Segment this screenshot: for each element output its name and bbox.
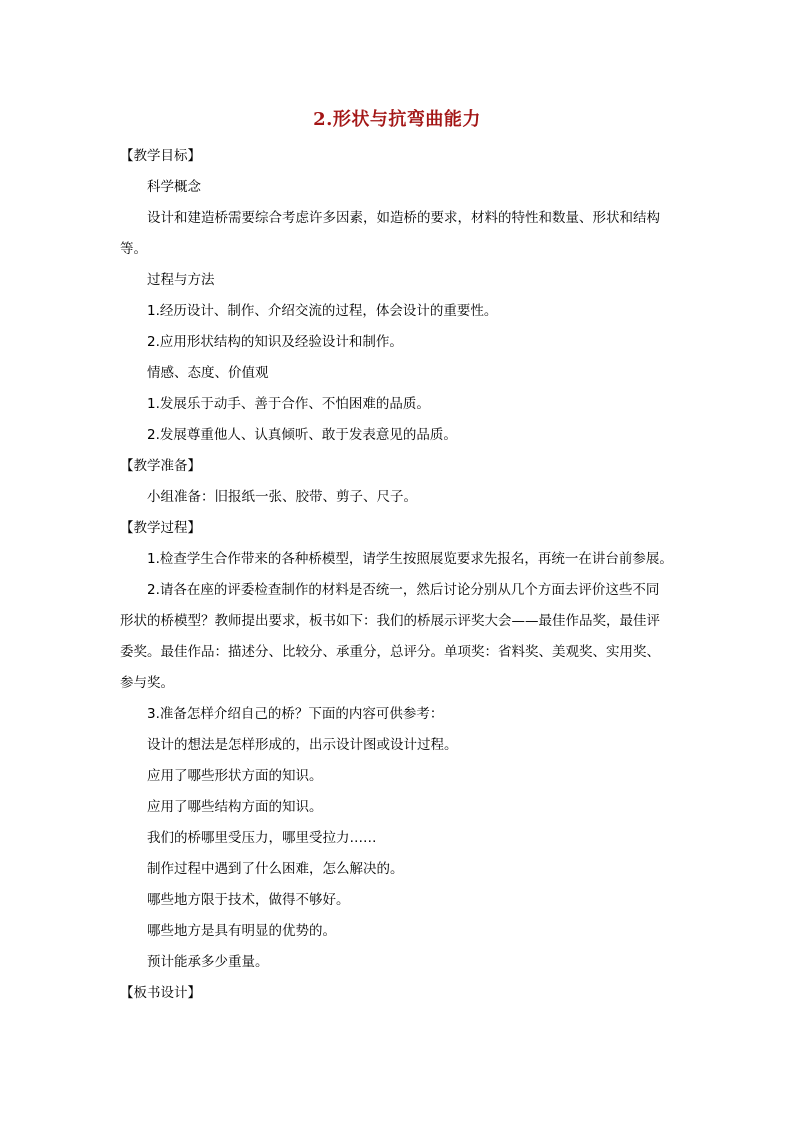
step-1: 1.检查学生合作带来的各种桥模型，请学生按照展览要求先报名，再统一在讲台前参展。 xyxy=(147,551,673,567)
step-2-line-1: 2.请各在座的评委检查制作的材料是否统一，然后讨论分别从几个方面去评价这些不同 xyxy=(147,582,660,598)
step-2-line-3: 委奖。最佳作品：描述分、比较分、承重分，总评分。单项奖：省料奖、美观奖、实用奖、 xyxy=(120,644,660,660)
reference-item-5: 制作过程中遇到了什么困难，怎么解决的。 xyxy=(147,861,404,877)
reference-item-8: 预计能承多少重量。 xyxy=(147,954,269,970)
reference-item-3: 应用了哪些结构方面的知识。 xyxy=(147,799,323,815)
process-item-1: 1.经历设计、制作、介绍交流的过程，体会设计的重要性。 xyxy=(147,303,498,319)
concept-line-1: 设计和建造桥需要综合考虑许多因素，如造桥的要求，材料的特性和数量、形状和结构 xyxy=(147,210,660,226)
step-2-line-2: 形状的桥模型？教师提出要求，板书如下：我们的桥展示评奖大会——最佳作品奖，最佳评 xyxy=(120,613,660,629)
prep-heading: 【教学准备】 xyxy=(120,458,201,474)
step-2-line-4: 参与奖。 xyxy=(120,675,174,691)
reference-item-1: 设计的想法是怎样形成的，出示设计图或设计过程。 xyxy=(147,737,458,753)
board-design-heading: 【板书设计】 xyxy=(120,985,201,1001)
attitude-item-2: 2.发展尊重他人、认真倾听、敢于发表意见的品质。 xyxy=(147,427,457,443)
process-item-2: 2.应用形状结构的知识及经验设计和制作。 xyxy=(147,334,403,350)
science-concept-heading: 科学概念 xyxy=(147,179,201,195)
teaching-process-heading: 【教学过程】 xyxy=(120,520,201,536)
concept-line-2: 等。 xyxy=(120,241,147,257)
reference-item-2: 应用了哪些形状方面的知识。 xyxy=(147,768,323,784)
reference-item-7: 哪些地方是具有明显的优势的。 xyxy=(147,923,336,939)
reference-item-4: 我们的桥哪里受压力，哪里受拉力…… xyxy=(147,830,377,846)
reference-item-6: 哪些地方限于技术，做得不够好。 xyxy=(147,892,350,908)
page-title: 2.形状与抗弯曲能力 xyxy=(313,109,481,130)
step-3: 3.准备怎样介绍自己的桥？下面的内容可供参考： xyxy=(147,706,444,722)
process-method-heading: 过程与方法 xyxy=(147,272,215,288)
attitude-heading: 情感、态度、价值观 xyxy=(147,365,269,381)
prep-text: 小组准备：旧报纸一张、胶带、剪子、尺子。 xyxy=(147,489,417,505)
attitude-item-1: 1.发展乐于动手、善于合作、不怕困难的品质。 xyxy=(147,396,430,412)
goal-heading: 【教学目标】 xyxy=(120,148,201,164)
